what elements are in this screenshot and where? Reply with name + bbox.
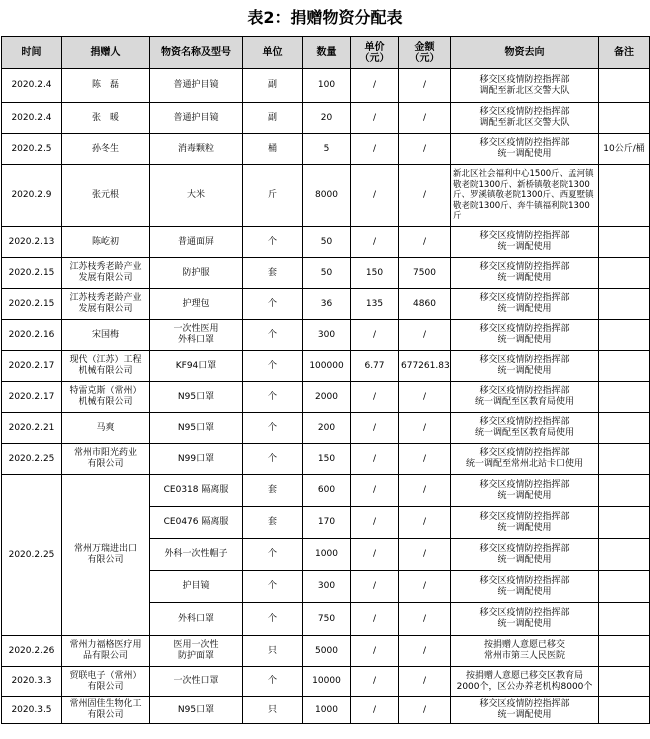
header-row — [2, 37, 650, 69]
cell-unit: 副 — [243, 69, 303, 103]
cell-dest: 移交区疫情防控指挥部 统一调配使用 — [451, 507, 599, 539]
cell-date: 2020.2.15 — [2, 258, 62, 289]
table-row — [2, 475, 650, 507]
cell-donor: 陈 磊 — [62, 69, 150, 103]
cell-donor: 现代（江苏）工程 机械有限公司 — [62, 351, 150, 382]
cell-unit: 套 — [243, 507, 303, 539]
cell-qty: 300 — [303, 571, 351, 603]
cell-date: 2020.2.21 — [2, 413, 62, 444]
cell-note — [599, 227, 650, 258]
cell-donor: 江苏枝秀老龄产业 发展有限公司 — [62, 289, 150, 320]
cell-unit: 个 — [243, 413, 303, 444]
cell-qty: 100 — [303, 69, 351, 103]
table-row — [2, 69, 650, 103]
header-note: 备注 — [599, 37, 650, 69]
cell-note — [599, 507, 650, 539]
cell-dest: 移交区疫情防控指挥部 统一调配使用 — [451, 475, 599, 507]
cell-note — [599, 413, 650, 444]
cell-unit: 副 — [243, 103, 303, 134]
cell-item: KF94口罩 — [150, 351, 243, 382]
cell-note — [599, 289, 650, 320]
cell-qty: 10000 — [303, 667, 351, 697]
cell-dest: 移交区疫情防控指挥部 统一调配使用 — [451, 258, 599, 289]
table-row — [2, 258, 650, 289]
cell-donor: 孙冬生 — [62, 134, 150, 165]
cell-amount: / — [399, 69, 451, 103]
cell-donor: 张 暖 — [62, 103, 150, 134]
cell-amount: / — [399, 507, 451, 539]
cell-date: 2020.2.4 — [2, 69, 62, 103]
cell-item: CE0318 隔离服 — [150, 475, 243, 507]
cell-amount: / — [399, 134, 451, 165]
cell-item: N95口罩 — [150, 697, 243, 724]
cell-item: 普通护目镜 — [150, 103, 243, 134]
cell-dest: 移交区疫情防控指挥部 统一调配使用 — [451, 351, 599, 382]
cell-date: 2020.2.5 — [2, 134, 62, 165]
cell-price: / — [351, 413, 399, 444]
cell-dest: 移交区疫情防控指挥部 统一调配使用 — [451, 227, 599, 258]
table-row — [2, 227, 650, 258]
cell-unit: 个 — [243, 382, 303, 413]
cell-donor: 江苏枝秀老龄产业 发展有限公司 — [62, 258, 150, 289]
cell-amount: / — [399, 413, 451, 444]
cell-item: 消毒颗粒 — [150, 134, 243, 165]
table-row — [2, 667, 650, 697]
cell-donor: 常州万瑞进出口 有限公司 — [62, 475, 150, 636]
cell-donor: 宋国梅 — [62, 320, 150, 351]
cell-price: / — [351, 382, 399, 413]
cell-note — [599, 258, 650, 289]
header-unit: 单位 — [243, 37, 303, 69]
cell-price: / — [351, 636, 399, 667]
cell-dest: 移交区疫情防控指挥部 统一调配使用 — [451, 539, 599, 571]
table-row — [2, 444, 650, 475]
cell-amount: 7500 — [399, 258, 451, 289]
table-row — [2, 165, 650, 227]
cell-qty: 1000 — [303, 539, 351, 571]
cell-price: / — [351, 539, 399, 571]
cell-dest: 移交区疫情防控指挥部 统一调配使用 — [451, 571, 599, 603]
table-row — [2, 382, 650, 413]
cell-dest: 移交区疫情防控指挥部 统一调配使用 — [451, 320, 599, 351]
cell-dest: 移交区疫情防控指挥部 统一调配至区教育局使用 — [451, 413, 599, 444]
cell-donor: 贸联电子（常州） 有限公司 — [62, 667, 150, 697]
header-dest: 物资去向 — [451, 37, 599, 69]
cell-note — [599, 351, 650, 382]
cell-item: 护理包 — [150, 289, 243, 320]
cell-amount: 677261.83 — [399, 351, 451, 382]
table-row — [2, 636, 650, 667]
cell-price: / — [351, 165, 399, 227]
cell-price: / — [351, 69, 399, 103]
cell-date: 2020.3.5 — [2, 697, 62, 724]
cell-donor: 常州力福格医疗用 品有限公司 — [62, 636, 150, 667]
cell-note: 10公斤/桶 — [599, 134, 650, 165]
cell-note — [599, 444, 650, 475]
cell-date: 2020.3.3 — [2, 667, 62, 697]
cell-dest: 按捐赠人意愿已移交 常州市第三人民医院 — [451, 636, 599, 667]
cell-date: 2020.2.17 — [2, 382, 62, 413]
cell-qty: 50 — [303, 258, 351, 289]
cell-note — [599, 636, 650, 667]
cell-price: / — [351, 507, 399, 539]
cell-note — [599, 103, 650, 134]
cell-date: 2020.2.15 — [2, 289, 62, 320]
cell-date: 2020.2.25 — [2, 475, 62, 636]
table-body — [2, 69, 650, 724]
header-time: 时间 — [2, 37, 62, 69]
cell-dest: 移交区疫情防控指挥部 统一调配使用 — [451, 697, 599, 724]
cell-item: 普通护目镜 — [150, 69, 243, 103]
cell-price: / — [351, 103, 399, 134]
cell-date: 2020.2.17 — [2, 351, 62, 382]
cell-dest: 移交区疫情防控指挥部 调配至新北区交警大队 — [451, 103, 599, 134]
cell-qty: 200 — [303, 413, 351, 444]
cell-qty: 750 — [303, 603, 351, 636]
cell-donor: 陈屹初 — [62, 227, 150, 258]
cell-amount: / — [399, 697, 451, 724]
cell-price: / — [351, 571, 399, 603]
header-donor: 捐赠人 — [62, 37, 150, 69]
cell-item: N95口罩 — [150, 413, 243, 444]
cell-amount: / — [399, 475, 451, 507]
cell-date: 2020.2.25 — [2, 444, 62, 475]
cell-price: / — [351, 227, 399, 258]
cell-amount: / — [399, 571, 451, 603]
cell-amount: / — [399, 636, 451, 667]
cell-qty: 100000 — [303, 351, 351, 382]
cell-amount: / — [399, 103, 451, 134]
cell-item: 防护服 — [150, 258, 243, 289]
cell-unit: 桶 — [243, 134, 303, 165]
table-row — [2, 320, 650, 351]
cell-item: 普通面屏 — [150, 227, 243, 258]
cell-unit: 个 — [243, 320, 303, 351]
cell-qty: 2000 — [303, 382, 351, 413]
cell-unit: 个 — [243, 571, 303, 603]
cell-unit: 套 — [243, 258, 303, 289]
cell-price: / — [351, 667, 399, 697]
cell-amount: / — [399, 603, 451, 636]
cell-unit: 个 — [243, 351, 303, 382]
cell-item: 一次性医用 外科口罩 — [150, 320, 243, 351]
cell-dest: 移交区疫情防控指挥部 统一调配至区教育局使用 — [451, 382, 599, 413]
table-row — [2, 289, 650, 320]
cell-donor: 常州市阳光药业 有限公司 — [62, 444, 150, 475]
cell-unit: 个 — [243, 227, 303, 258]
cell-item: 外科一次性帽子 — [150, 539, 243, 571]
cell-note — [599, 475, 650, 507]
table-title: 表2：捐赠物资分配表 — [247, 8, 403, 27]
cell-note — [599, 571, 650, 603]
cell-qty: 5000 — [303, 636, 351, 667]
cell-date: 2020.2.16 — [2, 320, 62, 351]
cell-unit: 个 — [243, 603, 303, 636]
header-amount: 金额 （元） — [399, 37, 451, 69]
cell-note — [599, 667, 650, 697]
cell-qty: 50 — [303, 227, 351, 258]
cell-unit: 个 — [243, 289, 303, 320]
cell-qty: 5 — [303, 134, 351, 165]
cell-price: / — [351, 603, 399, 636]
cell-note — [599, 697, 650, 724]
cell-amount: 4860 — [399, 289, 451, 320]
cell-item: 大米 — [150, 165, 243, 227]
cell-amount: / — [399, 320, 451, 351]
cell-dest: 移交区疫情防控指挥部 统一调配至常州北站卡口使用 — [451, 444, 599, 475]
cell-date: 2020.2.9 — [2, 165, 62, 227]
table-row — [2, 103, 650, 134]
cell-amount: / — [399, 227, 451, 258]
donation-table — [1, 36, 650, 724]
cell-price: / — [351, 134, 399, 165]
cell-note — [599, 165, 650, 227]
cell-unit: 个 — [243, 444, 303, 475]
cell-note — [599, 539, 650, 571]
table-row — [2, 413, 650, 444]
cell-price: / — [351, 697, 399, 724]
cell-item: N95口罩 — [150, 382, 243, 413]
cell-price: / — [351, 444, 399, 475]
cell-item: 护目镜 — [150, 571, 243, 603]
table-row — [2, 351, 650, 382]
cell-item: N99口罩 — [150, 444, 243, 475]
table-row — [2, 697, 650, 724]
header-price: 单价 （元） — [351, 37, 399, 69]
cell-dest: 移交区疫情防控指挥部 统一调配使用 — [451, 289, 599, 320]
cell-date: 2020.2.4 — [2, 103, 62, 134]
cell-unit: 斤 — [243, 165, 303, 227]
cell-qty: 1000 — [303, 697, 351, 724]
cell-donor: 常州固佳生物化工 有限公司 — [62, 697, 150, 724]
cell-amount: / — [399, 165, 451, 227]
cell-unit: 只 — [243, 697, 303, 724]
cell-note — [599, 69, 650, 103]
cell-qty: 600 — [303, 475, 351, 507]
cell-unit: 只 — [243, 636, 303, 667]
cell-donor: 马爽 — [62, 413, 150, 444]
table-row — [2, 134, 650, 165]
cell-price: / — [351, 320, 399, 351]
cell-donor: 张元根 — [62, 165, 150, 227]
cell-amount: / — [399, 444, 451, 475]
cell-unit: 个 — [243, 667, 303, 697]
cell-date: 2020.2.13 — [2, 227, 62, 258]
cell-price: 135 — [351, 289, 399, 320]
cell-price: 6.77 — [351, 351, 399, 382]
cell-unit: 个 — [243, 539, 303, 571]
header-item: 物资名称及型号 — [150, 37, 243, 69]
cell-donor: 特雷克斯（常州） 机械有限公司 — [62, 382, 150, 413]
cell-qty: 150 — [303, 444, 351, 475]
cell-price: 150 — [351, 258, 399, 289]
cell-qty: 170 — [303, 507, 351, 539]
cell-unit: 套 — [243, 475, 303, 507]
cell-dest: 移交区疫情防控指挥部 调配至新北区交警大队 — [451, 69, 599, 103]
cell-date: 2020.2.26 — [2, 636, 62, 667]
cell-qty: 36 — [303, 289, 351, 320]
cell-item: CE0476 隔离服 — [150, 507, 243, 539]
cell-dest: 新北区社会福利中心1500斤、孟河镇敬老院1300斤、新桥镇敬老院1300斤、罗溪镇敬老院1300斤、西夏墅镇敬老院1300斤、奔牛镇福利院1300斤 — [451, 165, 599, 227]
cell-qty: 8000 — [303, 165, 351, 227]
cell-qty: 300 — [303, 320, 351, 351]
cell-amount: / — [399, 382, 451, 413]
cell-dest: 移交区疫情防控指挥部 统一调配使用 — [451, 134, 599, 165]
cell-dest: 按捐赠人意愿已移交区教育局 2000个，区公办养老机构8000个 — [451, 667, 599, 697]
cell-dest: 移交区疫情防控指挥部 统一调配使用 — [451, 603, 599, 636]
cell-price: / — [351, 475, 399, 507]
cell-amount: / — [399, 667, 451, 697]
cell-note — [599, 603, 650, 636]
cell-item: 医用一次性 防护面罩 — [150, 636, 243, 667]
header-qty: 数量 — [303, 37, 351, 69]
cell-item: 一次性口罩 — [150, 667, 243, 697]
cell-amount: / — [399, 539, 451, 571]
cell-qty: 20 — [303, 103, 351, 134]
cell-note — [599, 320, 650, 351]
cell-item: 外科口罩 — [150, 603, 243, 636]
cell-note — [599, 382, 650, 413]
